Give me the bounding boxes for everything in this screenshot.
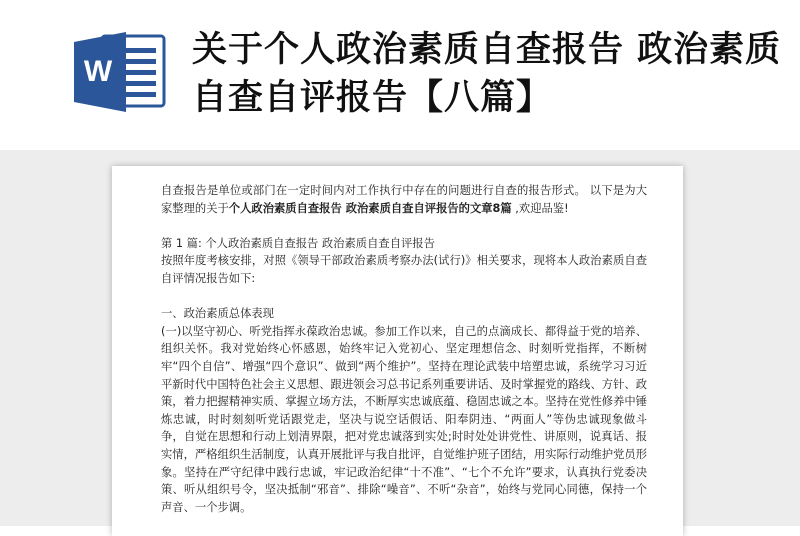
paragraph-1: 按照年度考核安排，对照《领导干部政治素质考察办法(试行)》相关要求，现将本人政治素质自查自评情况报告如下: [161,254,647,285]
intro-suffix: ,欢迎品鉴! [511,201,569,215]
intro-bold-title: 个人政治素质自查报告 政治素质自查自评报告的文章8篇 [228,201,512,215]
document-content [161,182,647,516]
intro-prefix: 自查报告是单位或部门在一定时间内对工作执行中存在的问题进行自查的报告形式。 以下是为大家整理的关于 [161,184,647,215]
blank-line [161,217,647,235]
page-header [0,0,800,150]
paragraph-2: (一)以坚守初心、听党指挥永葆政治忠诚。参加工作以来，自己的点滴成长、都得益于党的培养、组织关怀。我对党始终心怀感恩，始终牢记入党初心、坚定理想信念、时刻听党指挥，不断树牢“四个自信”、增强“四个意识”、做到“两个维护”。坚持在理论武装中培塑忠诚，系统学习习近平新时代中国特色社会主义思想、跟进领会习总书记系列重要讲话、及时掌握党的路线、方针、政策，着力把握精神实质、掌握立场方法，不断厚实忠诚底蕴、稳固忠诚之本。坚持在党性修养中锤炼忠诚，时时刻刻听党话跟党走，坚决与说空话假话、阳奉阴违、“两面人”等伪忠诚现象做斗争，自觉在思想和行动上划清界限，把对党忠诚落到实处;时时处处讲党性、讲原则，说真话、报实情，严格组织生活制度，认真开展批评与我自批评，自觉维护班子团结，用实际行动维护党员形象。坚持在严守纪律中践行忠诚，牢记政治纪律“十不准”、“七个不允许”要求，认真执行党委决策、听从组织号令，坚决抵制“邪音”、排除“噪音”、不听“杂音”，始终与党同心同德，保持一个声音、一个步调。 [161,324,647,514]
intro-paragraph [161,182,647,217]
word-icon-letter: W [83,55,113,88]
page-title: 关于个人政治素质自查报告 政治素质自查自评报告【八篇】 [192,30,782,118]
subheading: 一、政治素质总体表现 [161,307,274,321]
word-document-icon [68,28,170,114]
blank-line [161,288,647,306]
document-page [112,166,683,536]
section-heading: 第 1 篇: 个人政治素质自查报告 政治素质自查自评报告 [161,236,435,250]
